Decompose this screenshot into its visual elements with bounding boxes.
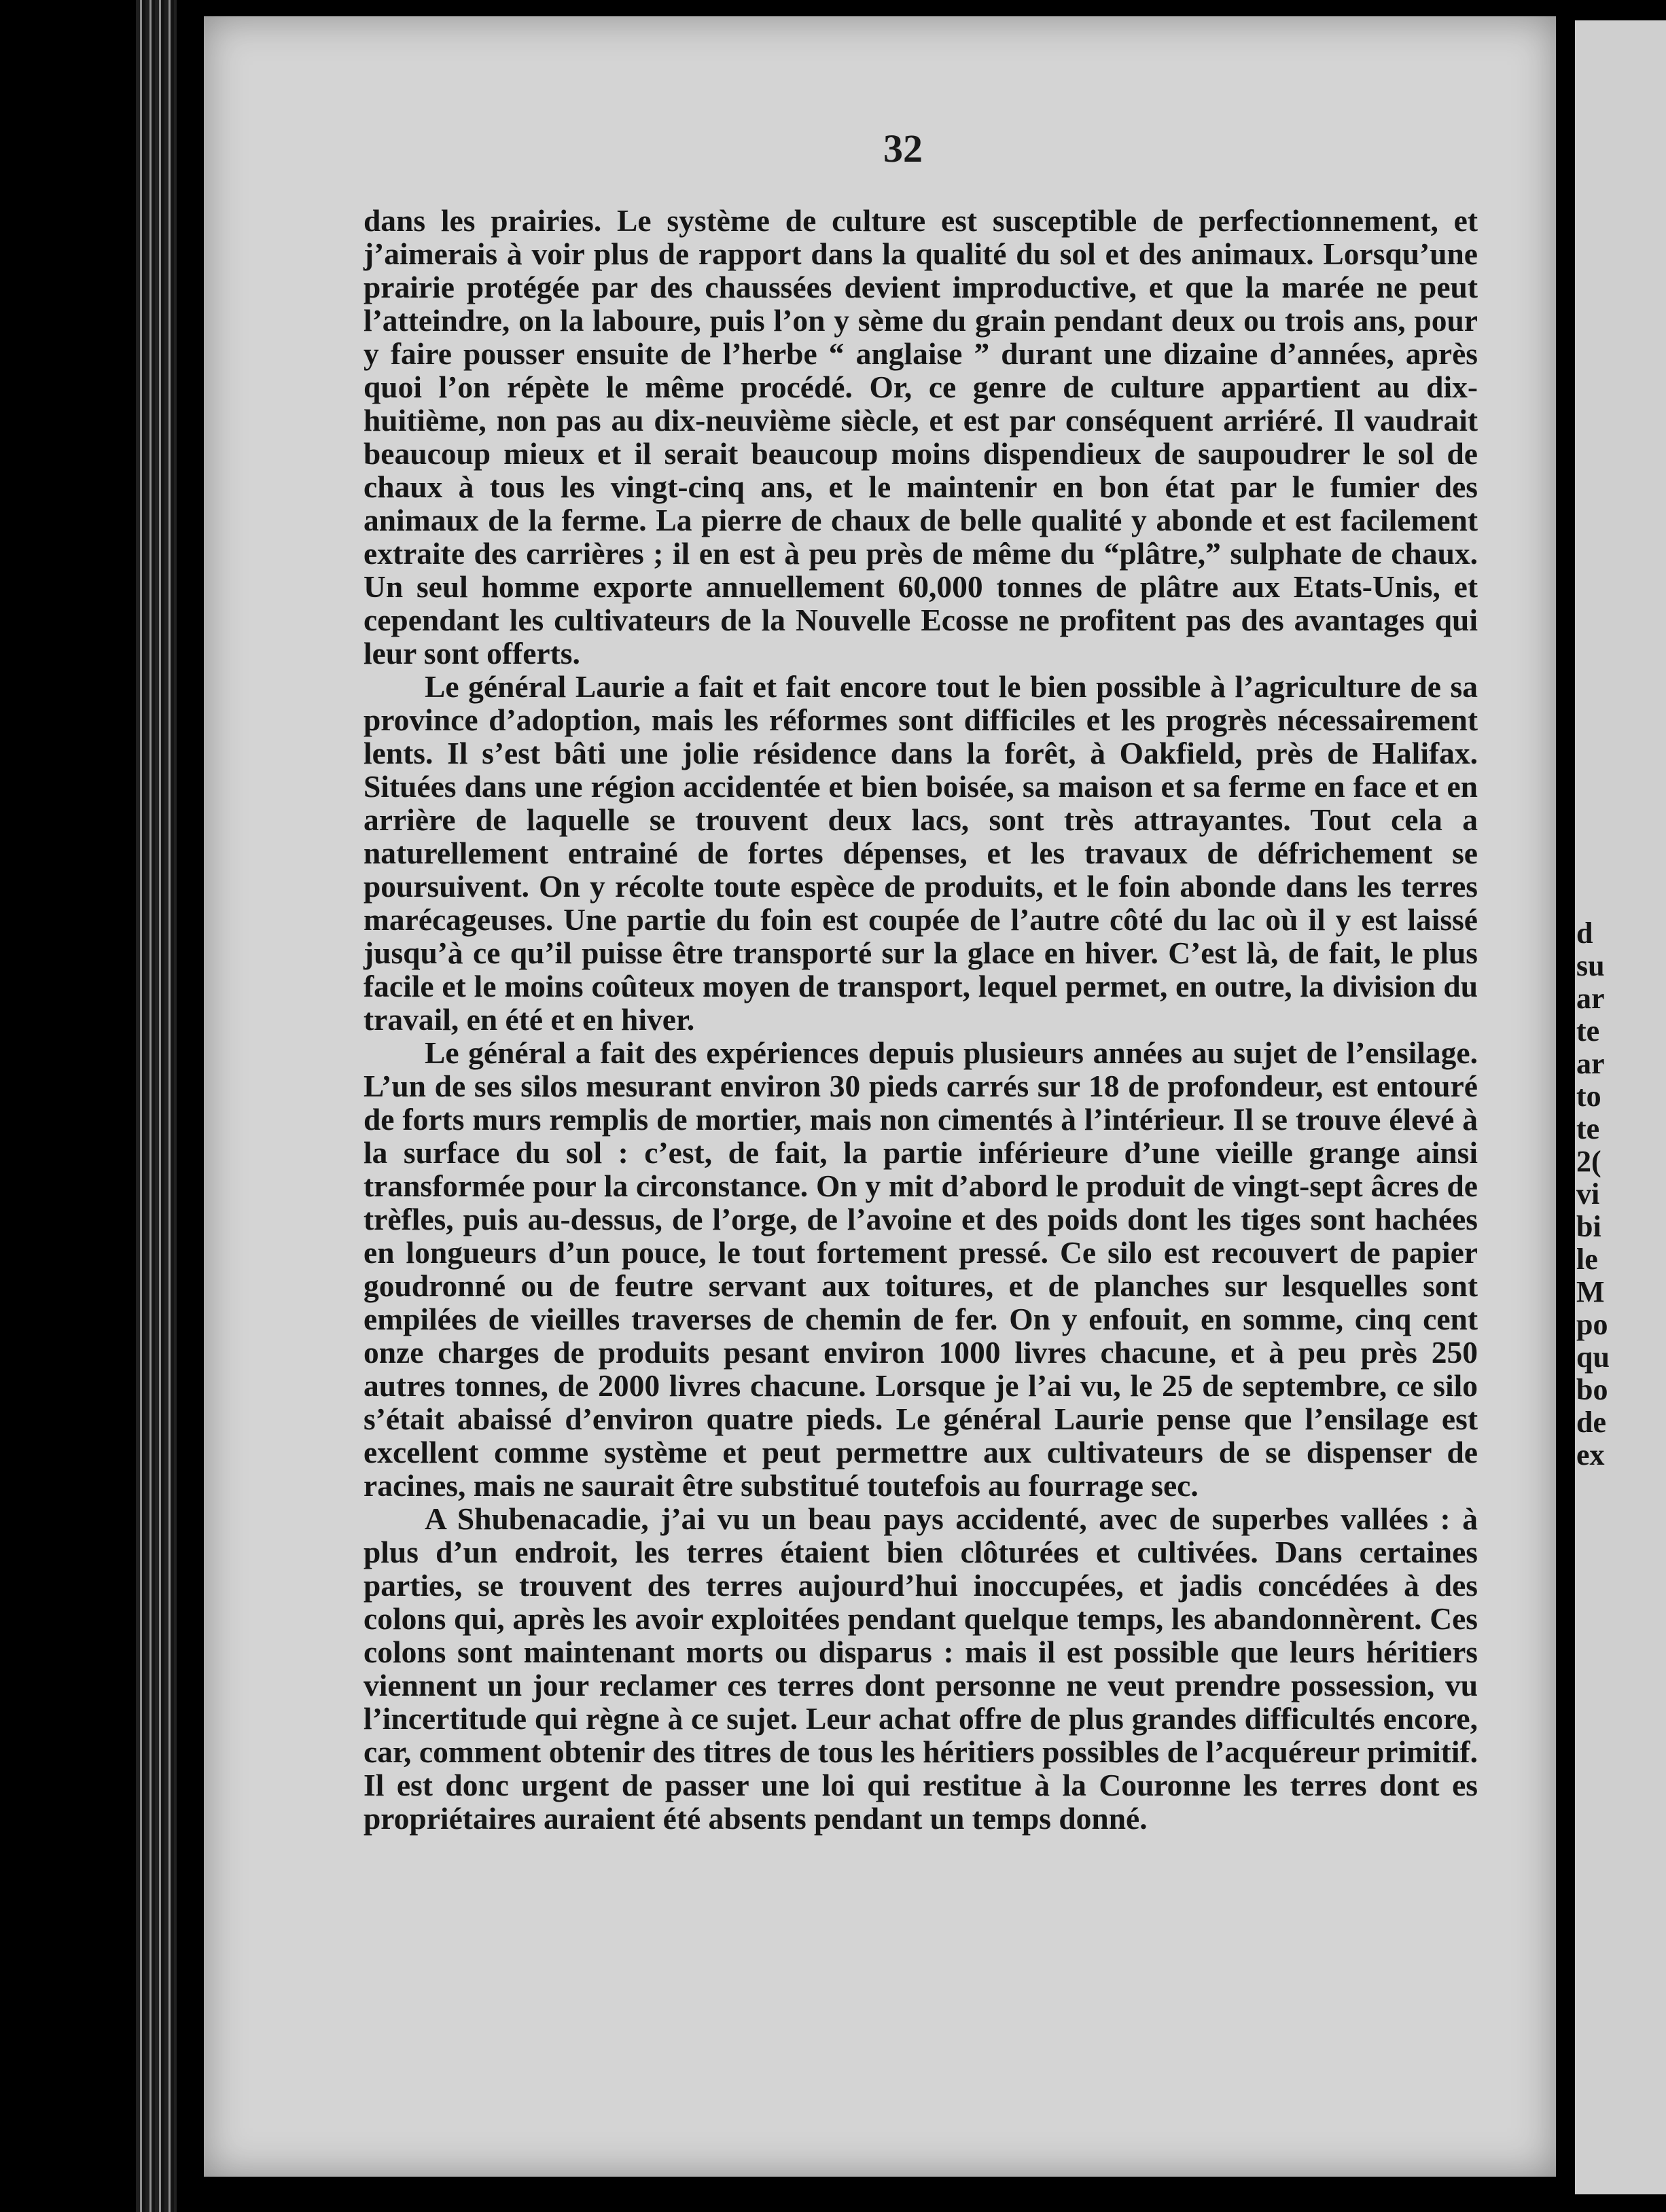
- facing-fragment: po: [1576, 1308, 1608, 1341]
- facing-fragment: te: [1576, 1112, 1600, 1145]
- facing-fragment: qu: [1576, 1340, 1610, 1374]
- facing-fragment: M: [1576, 1275, 1605, 1308]
- facing-fragment: te: [1576, 1014, 1600, 1048]
- facing-fragment: bo: [1576, 1373, 1608, 1406]
- facing-fragment: de: [1576, 1406, 1606, 1439]
- facing-fragment: to: [1576, 1080, 1601, 1113]
- facing-fragment: ex: [1576, 1438, 1605, 1471]
- facing-fragment: ar: [1576, 982, 1605, 1015]
- facing-fragment: 2(: [1576, 1145, 1601, 1178]
- page-body-text: [364, 204, 1478, 1835]
- facing-fragment: ar: [1576, 1047, 1605, 1080]
- facing-fragment: vi: [1576, 1177, 1600, 1211]
- facing-page-edge: [1575, 20, 1666, 2194]
- paragraph-2: Le général Laurie a fait et fait encore tout le bien possible à l’agriculture de sa province d’adoption, mais les réformes sont difficiles et les progrès nécessairement lents. Il s’est bâti une jolie résidence dans la forêt, à Oakfield, près de Halifax. Situées dans une région accidentée et bien boisée, sa maison et sa ferme en face et en arrière de laquelle se trouvent deux lacs, sont très attrayantes. Tout cela a naturellement entrainé de fortes dépenses, et les travaux de défrichement se poursuivent. On y récolte toute espèce de produits, et le foin abonde dans les terres marécageuses. Une partie du foin est coupée de l’autre côté du lac où il y est laissé jusqu’à ce qu’il puisse être transporté sur la glace en hiver. C’est là, de fait, le plus facile et le moins coûteux moyen de transport, lequel permet, en outre, la division du travail, en été et en hiver.: [364, 669, 1478, 1037]
- facing-page-fragments: [1576, 917, 1665, 1471]
- paragraph-4: A Shubenacadie, j’ai vu un beau pays accidenté, avec de superbes vallées : à plus d’un endroit, les terres étaient bien clôturées et cultivées. Dans certaines parties, se trouvent des terres aujourd’hui inoccupées, et jadis concédées à des colons qui, après les avoir exploitées pendant quelque temps, les abandonnèrent. Ces colons sont maintenant morts ou disparus : mais il est possible que leurs héritiers viennent un jour reclamer ces terres dont personne ne veut prendre possession, vu l’incertitude qui règne à ce sujet. Leur achat offre de plus grandes difficultés encore, car, comment obtenir des titres de tous les héritiers possibles de l’acquéreur primitif. Il est donc urgent de passer une loi qui restitue à la Couronne les terres dont es propriétaires auraient été absents pendant un temps donné.: [364, 1501, 1478, 1836]
- paragraph-3: Le général a fait des expériences depuis plusieurs années au sujet de l’ensilage. L’un de ses silos mesurant environ 30 pieds carrés sur 18 de profondeur, est entouré de forts murs remplis de mortier, mais non cimentés à l’intérieur. Il se trouve élevé à la surface du sol : c’est, de fait, la partie inférieure d’une vieille grange ainsi transformée pour la circonstance. On y mit d’abord le produit de vingt-sept âcres de trèfles, puis au-dessus, de l’orge, de l’avoine et des poids dont les tiges sont hachées en longueurs d’un pouce, le tout fortement pressé. Ce silo est recouvert de papier goudronné ou de feutre servant aux toitures, et de planches sur lesquelles sont empilées de vieilles traverses de chemin de fer. On y enfouit, en somme, cinq cent onze charges de produits pesant environ 1000 livres chacune, et à peu près 250 autres tonnes, de 2000 livres chacune. Lorsque je l’ai vu, le 25 de septembre, ce silo s’était abaissé d’environ quatre pieds. Le général Laurie pense que l’ensilage est excellent comme système et peut permettre aux cultivateurs de se dispenser de racines, mais ne saurait être substitué toutefois au fourrage sec.: [364, 1035, 1478, 1503]
- facing-fragment: su: [1576, 949, 1605, 982]
- page-number: 32: [883, 126, 923, 171]
- facing-fragment: bi: [1576, 1210, 1601, 1243]
- facing-fragment: le: [1576, 1243, 1598, 1276]
- paragraph-1: dans les prairies. Le système de culture est susceptible de perfectionnement, et j’aimerais à voir plus de rapport dans la qualité du sol et des animaux. Lorsqu’une prairie protégée par des chaussées devient improductive, et que la marée ne peut l’atteindre, on la laboure, puis l’on y sème du grain pendant deux ou trois ans, pour y faire pousser ensuite de l’herbe “ anglaise ” durant une dizaine d’années, après quoi l’on répète le même procédé. Or, ce genre de culture appartient au dix-huitième, non pas au dix-neuvième siècle, et est par conséquent arriéré. Il vaudrait beaucoup mieux et il serait beaucoup moins dispendieux de saupoudrer le sol de chaux à tous les vingt-cinq ans, et le maintenir en bon état par le fumier des animaux de la ferme. La pierre de chaux de belle qualité y abonde et est facilement extraite des carrières ; il en est à peu près de même du “plâtre,” sulphate de chaux. Un seul homme exporte annuellement 60,000 tonnes de plâtre aux Etats-Unis, et cependant les cultivateurs de la Nouvelle Ecosse ne profitent pas des avantages qui leur sont offerts.: [364, 203, 1478, 671]
- book-page-edges: [136, 0, 177, 2212]
- facing-fragment: d: [1576, 916, 1593, 950]
